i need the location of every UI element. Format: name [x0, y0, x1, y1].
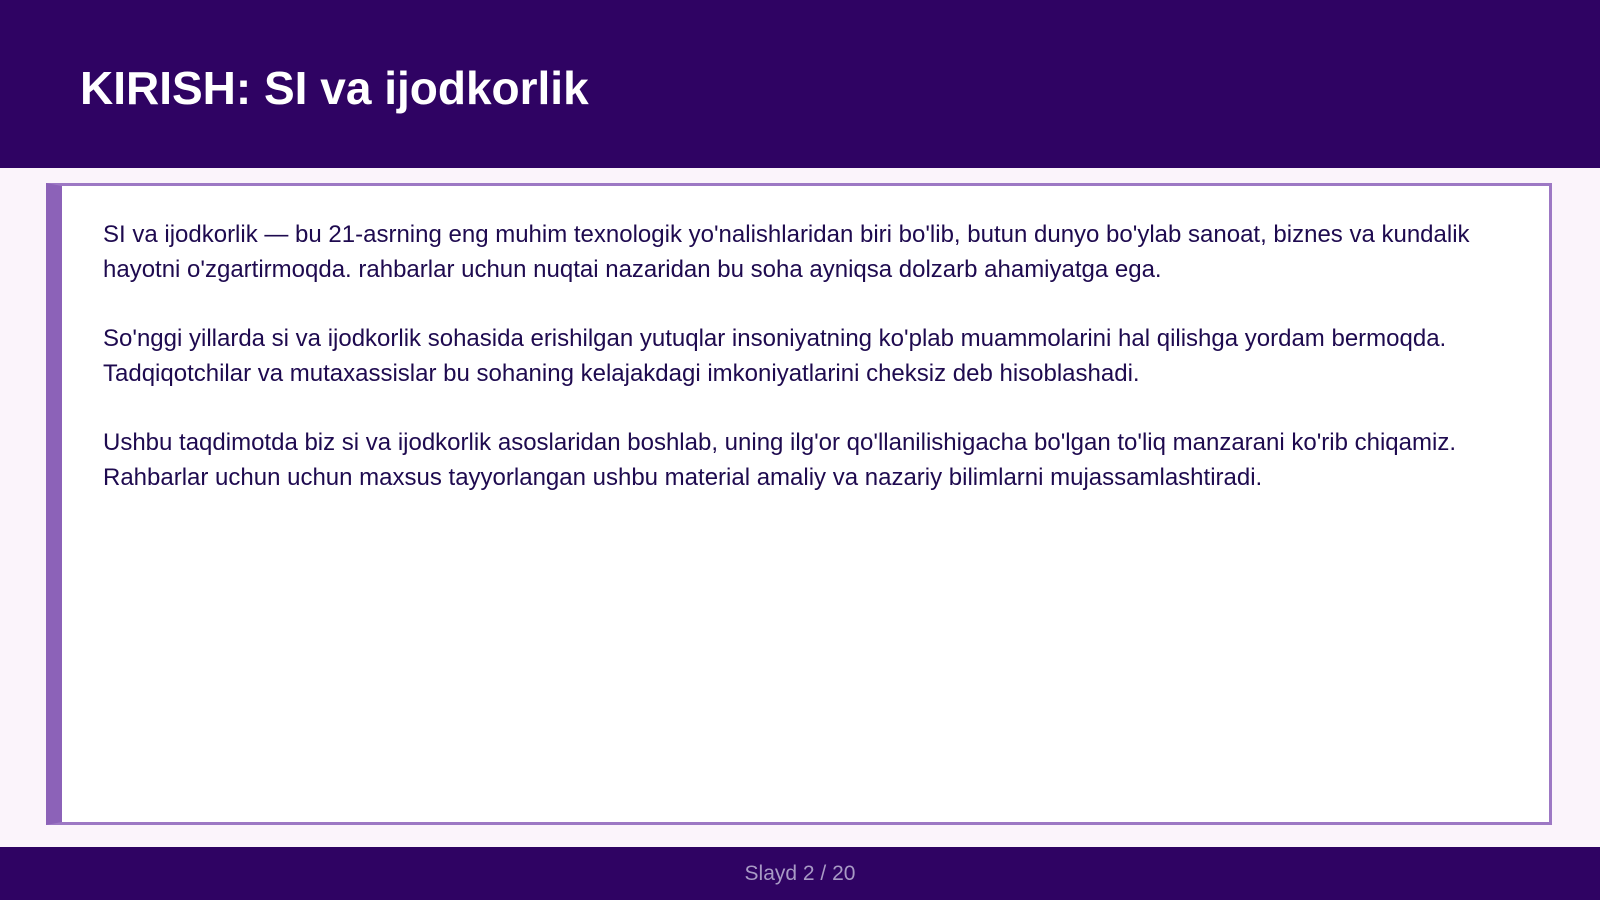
slide-footer	[0, 847, 1600, 900]
paragraph-2: So'nggi yillarda si va ijodkorlik sohasida erishilgan yutuqlar insoniyatning ko'plab muammolarini hal qilishga yordam bermoqda. Tadqiqotchilar va mutaxassislar bu sohaning kelajakdagi imkoniyatlarini cheksiz deb hisoblashadi.	[103, 325, 1447, 387]
slide-title: KIRISH: SI va ijodkorlik	[80, 62, 589, 114]
paragraph-1: SI va ijodkorlik — bu 21-asrning eng muhim texnologik yo'nalishlaridan biri bo'lib, butun dunyo bo'ylab sanoat, biznes va kundalik hayotni o'zgartirmoqda. rahbarlar uchun nuqtai nazaridan bu soha ayniqsa dolzarb ahamiyatga ega.	[103, 221, 1470, 283]
content-text	[103, 217, 1523, 529]
slide-counter: Slayd 2 / 20	[744, 862, 856, 885]
paragraph-3: Ushbu taqdimotda biz si va ijodkorlik asoslaridan boshlab, uning ilg'or qo'llanilishigacha bo'lgan to'liq manzarani ko'rib chiqamiz. Rahbarlar uchun uchun maxsus tayyorlangan ushbu material amaliy va nazariy bilimlarni mujassamlashtiradi.	[103, 429, 1456, 491]
slide-header	[0, 0, 1600, 168]
